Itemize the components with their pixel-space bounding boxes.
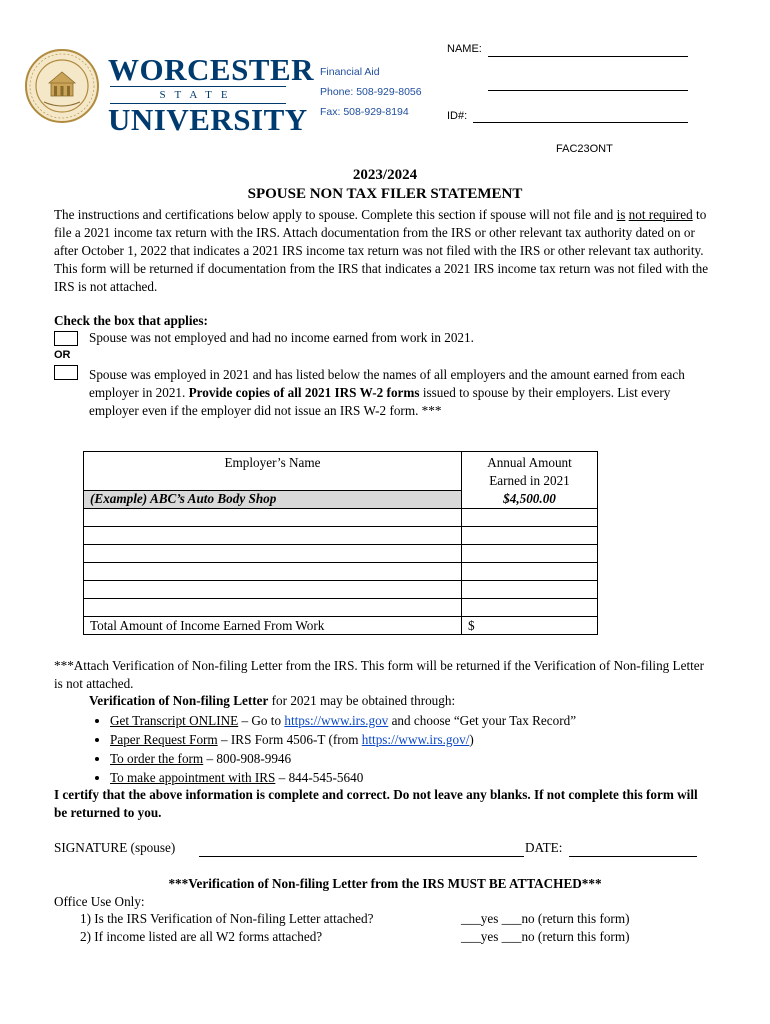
or-label: OR — [54, 349, 71, 361]
must-attach-note: ***Verification of Non-filing Letter from the IRS MUST BE ATTACHED*** — [168, 876, 602, 891]
office-use-heading: Office Use Only: — [54, 894, 145, 909]
amount-cell[interactable] — [462, 599, 598, 617]
table-row[interactable] — [84, 599, 598, 617]
office-answer-1[interactable]: ___yes ___no (return this form) — [461, 911, 630, 926]
get-transcript-online[interactable]: Get Transcript ONLINE — [110, 713, 239, 728]
office-question-1: 1) Is the IRS Verification of Non-filing Letter attached? — [80, 911, 374, 926]
id-label: ID#: — [447, 110, 468, 122]
attach-note: ***Attach Verification of Non-filing Letter from the IRS. This form will be returned if the Verification of Non-filing Letter is not attached. — [54, 658, 705, 691]
table-row[interactable] — [84, 509, 598, 527]
option-no-income: Spouse was not employed and had no income earned from work in 2021. — [89, 330, 474, 345]
amount-cell[interactable] — [462, 527, 598, 545]
employer-name-cell[interactable] — [84, 563, 462, 581]
date-label: DATE: — [525, 840, 563, 855]
list-item: • To make appointment with IRS – 844-545-5640 — [110, 768, 734, 787]
employer-name-cell[interactable] — [84, 527, 462, 545]
table-row[interactable] — [84, 527, 598, 545]
check-heading: Check the box that applies: — [54, 313, 208, 328]
logo-university: UNIVERSITY — [108, 102, 308, 137]
intro-paragraph: The instructions and certifications below apply to spouse. Complete this section if spouse will not file and is not required to file a 2021 income tax return with the IRS. Attach documentation from the IRS or other relevant tax authority dated on or after October 1, 2022 that indicates a 2021 IRS income tax return was not filed with the IRS or other relevant tax authority. This form will be returned if documentation from the IRS that indicates a 2021 IRS income tax return was not filed with the IRS is not attached. — [54, 207, 709, 294]
paper-request-form[interactable]: Paper Request Form — [110, 732, 218, 747]
table-row[interactable] — [84, 581, 598, 599]
logo-state: STATE — [110, 86, 286, 104]
logo-worcester: WORCESTER — [108, 52, 315, 87]
office-phone: Phone: 508-929-8056 — [320, 86, 422, 98]
table-row[interactable] — [84, 545, 598, 563]
form-title: SPOUSE NON TAX FILER STATEMENT — [247, 186, 523, 202]
university-wordmark — [108, 52, 315, 137]
office-question-2: 2) If income listed are all W2 forms attached? — [80, 929, 323, 944]
signature-label: SIGNATURE (spouse) — [54, 840, 176, 855]
office-fax: Fax: 508-929-8194 — [320, 106, 409, 118]
checkbox-no-income[interactable] — [54, 331, 78, 346]
list-item: • Paper Request Form – IRS Form 4506-T (from https://www.irs.gov/) — [110, 730, 734, 749]
total-value[interactable]: $ — [462, 617, 598, 635]
name-line[interactable] — [488, 56, 688, 57]
make-appointment[interactable]: To make appointment with IRS — [110, 770, 276, 785]
amount-header: Annual Amount Earned in 2021 $4,500.00 — [462, 452, 598, 509]
irs-link-2[interactable]: https://www.irs.gov/ — [361, 732, 470, 747]
employer-name-cell[interactable] — [84, 581, 462, 599]
obtain-list — [54, 711, 734, 787]
irs-link[interactable]: https://www.irs.gov — [284, 713, 389, 728]
employer-name-cell[interactable] — [84, 545, 462, 563]
name-line-2[interactable] — [488, 90, 688, 91]
form-code: FAC23ONT — [556, 143, 613, 155]
order-form[interactable]: To order the form — [110, 751, 204, 766]
obtain-intro: Verification of Non-filing Letter for 2021 may be obtained through: — [89, 693, 456, 708]
option-employed: Spouse was employed in 2021 and has listed below the names of all employers and the amount earned from each employer in 2021. Provide copies of all 2021 IRS W-2 forms issued to spouse by their employers. List every employer even if the employer did not issue an IRS W-2 form. *** — [89, 367, 685, 418]
certify-statement: I certify that the above information is complete and correct. Do not leave any blanks. If not complete this form will be returned to you. — [54, 787, 698, 820]
id-line[interactable] — [473, 122, 688, 123]
amount-cell[interactable] — [462, 545, 598, 563]
employer-name-header: Employer’s Name — [84, 452, 462, 491]
date-line[interactable] — [569, 856, 697, 857]
table-row[interactable] — [84, 563, 598, 581]
employer-table — [83, 451, 598, 635]
university-seal-icon — [24, 48, 100, 124]
amount-cell[interactable] — [462, 563, 598, 581]
amount-cell[interactable] — [462, 509, 598, 527]
amount-cell[interactable] — [462, 581, 598, 599]
table-header-row — [84, 452, 598, 491]
office-answer-2[interactable]: ___yes ___no (return this form) — [461, 929, 630, 944]
example-employer: (Example) ABC’s Auto Body Shop — [84, 490, 462, 508]
name-label: NAME: — [447, 43, 482, 55]
list-item: • Get Transcript ONLINE – Go to https://www.irs.gov and choose “Get your Tax Record” — [110, 711, 734, 730]
signature-line[interactable] — [199, 856, 524, 857]
total-row — [84, 617, 598, 635]
employer-name-cell[interactable] — [84, 509, 462, 527]
total-label: Total Amount of Income Earned From Work — [84, 617, 462, 635]
checkbox-employed[interactable] — [54, 365, 78, 380]
employer-name-cell[interactable] — [84, 599, 462, 617]
form-year: 2023/2024 — [352, 167, 418, 183]
office-name: Financial Aid — [320, 66, 380, 78]
list-item: • To order the form – 800-908-9946 — [110, 749, 734, 768]
